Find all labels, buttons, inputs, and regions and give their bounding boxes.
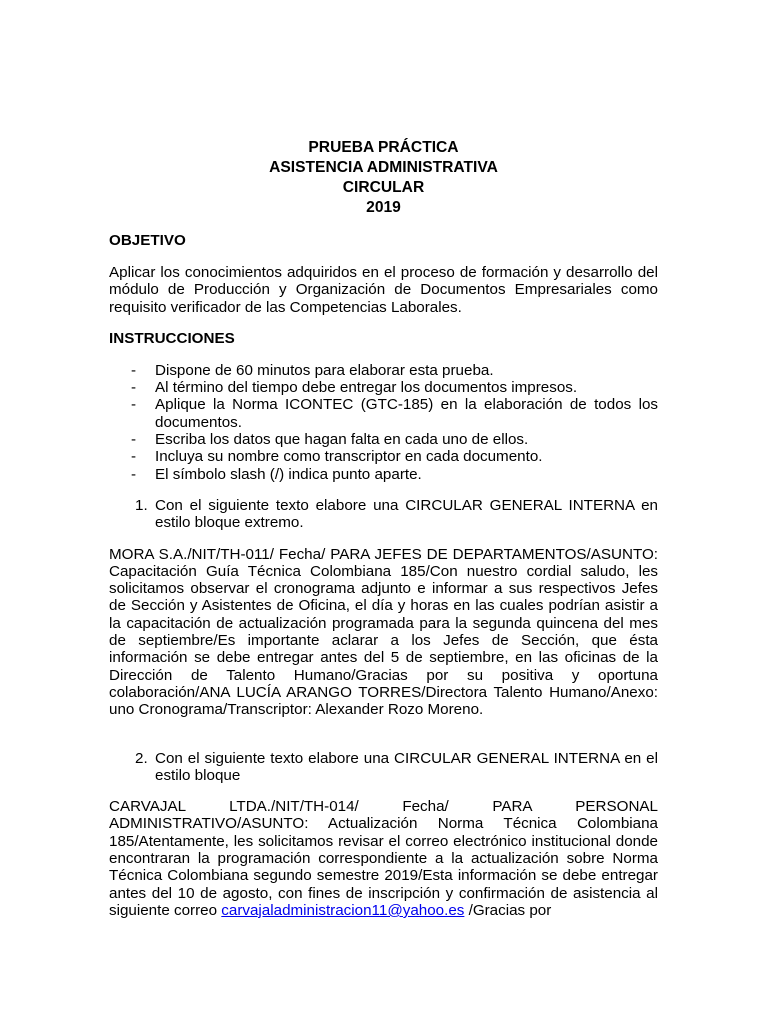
list-item: - Dispone de 60 minutos para elaborar esta prueba. xyxy=(131,361,494,379)
task-2-instruction: 2. Con el siguiente texto elabore una CIRCULAR GENERAL INTERNA en el estilo bloque xyxy=(135,749,658,784)
title-line-3: CIRCULAR xyxy=(342,179,425,196)
task-2-body: CARVAJAL LTDA./NIT/TH-014/ Fecha/ PARA PERSONAL ADMINISTRATIVO/ASUNTO: Actualización Norma Técnica Colombiana 185/Atentamente, les solicitamos revisar el correo electrónico institucional donde encontraran la programación correspondiente a la actualización sobre Norma Técnica Colombiana segundo semestre 2019/Esta información se debe entregar antes del 10 de agosto, con fines de inscripción y confirmación de asistencia al siguiente correo carvajaladministracion11@yahoo.es /Gracias por xyxy=(109,798,658,919)
instrucciones-list xyxy=(109,362,658,483)
title-line-1: PRUEBA PRÁCTICA xyxy=(308,139,459,156)
objetivo-heading: OBJETIVO xyxy=(109,232,186,249)
list-item: - Escriba los datos que hagan falta en cada uno de ellos. xyxy=(131,431,529,449)
list-item: - Aplique la Norma ICONTEC (GTC-185) en la elaboración de todos los documentos. xyxy=(131,396,658,431)
list-item: - Incluya su nombre como transcriptor en cada documento. xyxy=(131,448,543,466)
task-1-instruction: 1. Con el siguiente texto elabore una CIRCULAR GENERAL INTERNA en estilo bloque extremo. xyxy=(135,496,658,532)
list-item: - El símbolo slash (/) indica punto aparte. xyxy=(131,465,422,483)
list-item: - Al término del tiempo debe entregar los documentos impresos. xyxy=(131,379,578,397)
task-1-body: MORA S.A./NIT/TH-011/ Fecha/ PARA JEFES DE DEPARTAMENTOS/ASUNTO: Capacitación Guía Técnica Colombiana 185/Con nuestro cordial saludo, les solicitamos observar el cronograma adjunto e informar a sus respectivos Jefes de Sección y Asistentes de Oficina, el día y horas en las cuales podrían asistir a la capacitación de actualización programada para la segunda quincena del mes de septiembre/Es importante aclarar a los Jefes de Sección, que ésta información se debe entregar antes del 5 de septiembre, en las oficinas de la Dirección de Talento Humano/Gracias por su positiva y oportuna colaboración/ANA LUCÍA ARANGO TORRES/Directora Talento Humano/Anexo: uno Cronograma/Transcriptor: Alexander Rozo Moreno. xyxy=(109,545,658,719)
instrucciones-heading: INSTRUCCIONES xyxy=(109,329,235,347)
title-line-2: ASISTENCIA ADMINISTRATIVA xyxy=(269,159,498,176)
document-page xyxy=(109,138,658,919)
email-link[interactable]: carvajaladministracion11@yahoo.es xyxy=(221,901,465,919)
title-line-4: 2019 xyxy=(366,199,401,216)
document-title xyxy=(109,138,658,218)
objetivo-text: Aplicar los conocimientos adquiridos en el proceso de formación y desarrollo del módulo de Producción y Organización de Documentos Empresariales como requisito verificador de las Competencias Laborales. xyxy=(109,264,658,316)
